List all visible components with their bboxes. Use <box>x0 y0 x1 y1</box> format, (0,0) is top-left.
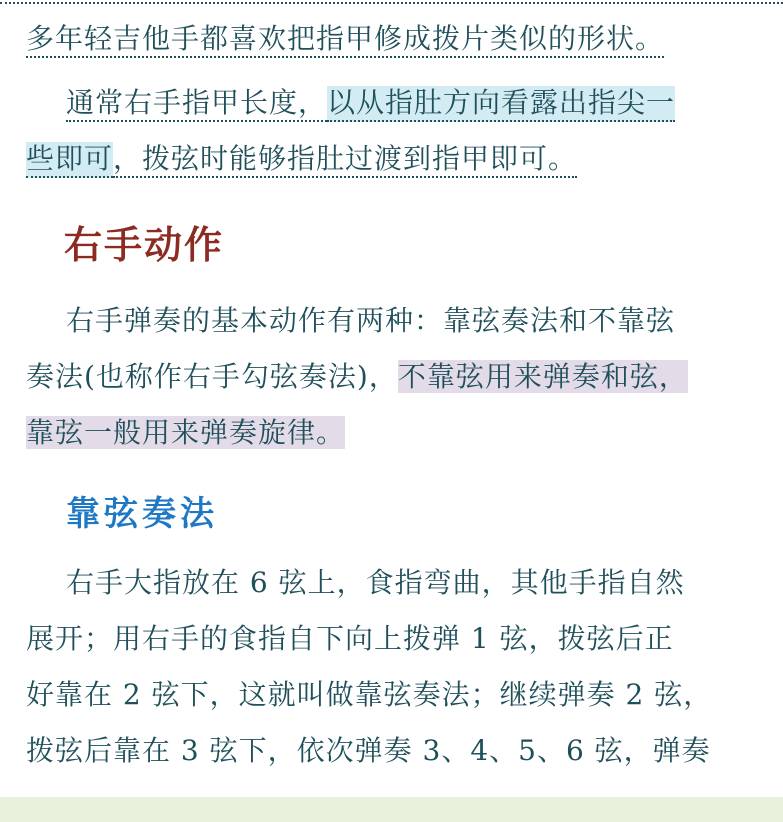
paragraph-line <box>26 414 345 452</box>
underlined-text: 通常右手指甲长度， <box>66 86 327 122</box>
paragraph-line: 展开；用右手的食指自下向上拨弹 1 弦，拨弦后正 <box>26 622 674 655</box>
paragraph-line: 好靠在 2 弦下，这就叫做靠弦奏法；继续弹奏 2 弦， <box>26 678 713 711</box>
plain-text: 奏法(也称作右手勾弦奏法)， <box>26 360 398 393</box>
paragraph-line <box>66 84 675 122</box>
paragraph-line: 右手弹奏的基本动作有两种：靠弦奏法和不靠弦 <box>66 304 676 337</box>
section-heading-right-hand: 右手动作 <box>64 223 225 267</box>
section-heading-rest-stroke: 靠弦奏法 <box>66 494 218 534</box>
paragraph-line <box>26 20 664 58</box>
bottom-band <box>0 797 783 822</box>
highlighted-text: 些即可 <box>26 142 113 178</box>
paragraph-line <box>26 358 688 396</box>
highlighted-text: 靠弦一般用来弹奏旋律。 <box>26 416 346 449</box>
paragraph-line <box>26 140 577 178</box>
underlined-text: 多年轻吉他手都喜欢把指甲修成拨片类似的形状。 <box>26 22 664 58</box>
paragraph-line: 右手大指放在 6 弦上，食指弯曲，其他手指自然 <box>66 566 685 599</box>
underlined-text: ，拨弦时能够指肚过渡到指甲即可。 <box>113 142 577 178</box>
highlighted-text: 不靠弦用来弹奏和弦， <box>397 360 688 393</box>
paragraph-line: 拨弦后靠在 3 弦下，依次弹奏 3、4、5、6 弦，弹奏 <box>26 734 711 767</box>
top-dotted-rule <box>0 2 783 4</box>
highlighted-text: 以从指肚方向看露出指尖一 <box>327 86 675 122</box>
